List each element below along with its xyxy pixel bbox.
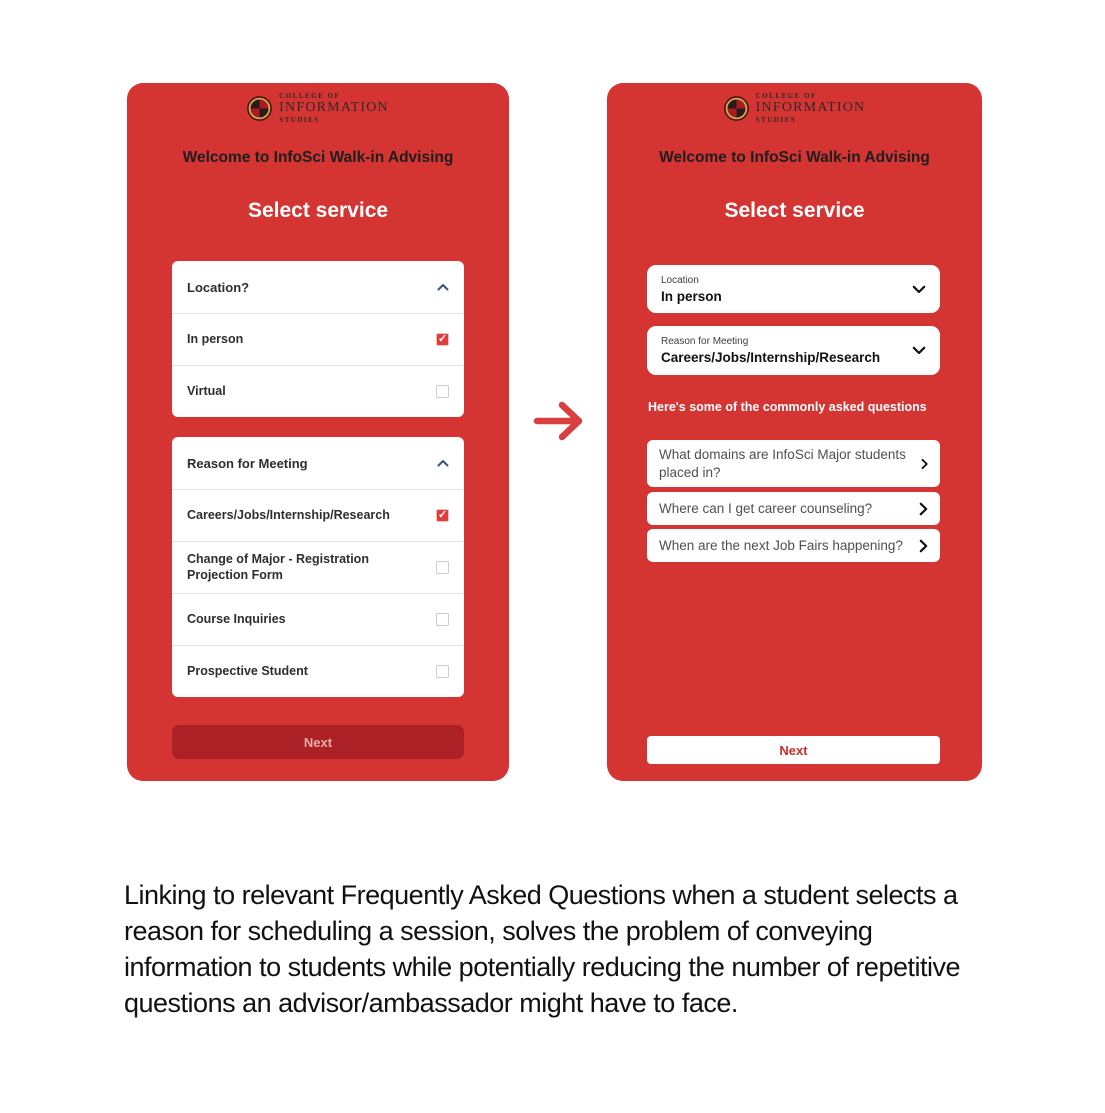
logo-line-college-of: COLLEGE OF xyxy=(279,92,341,100)
checkbox-prospective-student[interactable] xyxy=(436,665,449,678)
location-group-card xyxy=(172,261,464,417)
option-label: Virtual xyxy=(187,383,226,398)
logo-line-studies: STUDIES xyxy=(279,116,320,124)
reason-group-header[interactable] xyxy=(172,437,464,489)
checkbox-change-of-major[interactable] xyxy=(436,561,449,574)
option-row-virtual[interactable] xyxy=(172,365,464,417)
welcome-heading: Welcome to InfoSci Walk-in Advising xyxy=(659,149,930,166)
option-row-course-inquiries[interactable] xyxy=(172,593,464,645)
option-label: Course Inquiries xyxy=(187,611,286,626)
chevron-right-icon xyxy=(919,502,928,516)
welcome-heading: Welcome to InfoSci Walk-in Advising xyxy=(182,149,454,166)
college-logo-text xyxy=(756,92,866,124)
checkbox-careers[interactable] xyxy=(436,509,449,522)
logo-line-college-of: COLLEGE OF xyxy=(755,92,817,100)
option-row-change-of-major[interactable] xyxy=(172,541,464,593)
location-group-header[interactable] xyxy=(172,261,464,313)
next-button[interactable]: Next xyxy=(647,736,940,764)
logo-line-information: INFORMATION xyxy=(755,100,866,115)
option-label: Careers/Jobs/Internship/Research xyxy=(187,507,390,522)
checkbox-virtual[interactable] xyxy=(436,385,449,398)
chevron-up-icon xyxy=(437,459,449,467)
option-row-careers[interactable] xyxy=(172,489,464,541)
option-label: Prospective Student xyxy=(187,663,308,678)
college-logo-text xyxy=(279,92,389,124)
flow-arrow-icon xyxy=(532,398,588,444)
reason-dropdown[interactable] xyxy=(647,326,940,375)
select-service-heading: Select service xyxy=(724,199,865,222)
option-row-in-person[interactable] xyxy=(172,313,464,365)
faq-question: What domains are InfoSci Major students placed in? xyxy=(659,447,906,480)
screen-select-service-checklist xyxy=(127,83,509,781)
faq-item-domains[interactable] xyxy=(647,440,940,487)
location-dropdown[interactable] xyxy=(647,265,940,313)
chevron-right-icon xyxy=(921,457,928,471)
reason-group-card xyxy=(172,437,464,697)
figure-caption: Linking to relevant Frequently Asked Questions when a student selects a reason for scheduling a session, solves the problem of conveying information to students while potentially reducing the number of repetitive questions an advisor/ambassador might have to face. xyxy=(124,880,960,1018)
screen-select-service-faq xyxy=(607,83,982,781)
select-service-heading: Select service xyxy=(247,199,389,222)
reason-group-title: Reason for Meeting xyxy=(187,455,308,471)
dropdown-label: Location xyxy=(661,274,699,286)
dropdown-selected-value: Careers/Jobs/Internship/Research xyxy=(661,350,881,365)
faq-section-heading: Here's some of the commonly asked questions xyxy=(648,400,927,414)
option-label: Change of Major - Registration Projection Form xyxy=(187,551,369,582)
checkbox-in-person[interactable] xyxy=(436,333,449,346)
chevron-down-icon xyxy=(912,346,926,355)
faq-item-job-fairs[interactable] xyxy=(647,529,940,562)
logo-line-studies: STUDIES xyxy=(755,116,797,124)
chevron-up-icon xyxy=(437,283,449,291)
option-row-prospective-student[interactable] xyxy=(172,645,464,697)
umd-seal-icon xyxy=(724,96,749,121)
college-logo xyxy=(127,92,509,124)
college-logo xyxy=(607,92,982,124)
faq-question: Where can I get career counseling? xyxy=(659,500,873,516)
checkbox-course-inquiries[interactable] xyxy=(436,613,449,626)
chevron-down-icon xyxy=(912,285,926,294)
dropdown-label: Reason for Meeting xyxy=(661,336,749,347)
faq-question: When are the next Job Fairs happening? xyxy=(659,537,903,553)
logo-line-information: INFORMATION xyxy=(279,100,389,115)
umd-seal-icon xyxy=(247,96,272,121)
next-button[interactable]: Next xyxy=(172,725,464,759)
option-label: In person xyxy=(187,331,244,346)
faq-item-career-counseling[interactable] xyxy=(647,492,940,525)
location-group-title: Location? xyxy=(187,279,250,295)
dropdown-selected-value: In person xyxy=(661,288,722,304)
chevron-right-icon xyxy=(919,539,928,553)
